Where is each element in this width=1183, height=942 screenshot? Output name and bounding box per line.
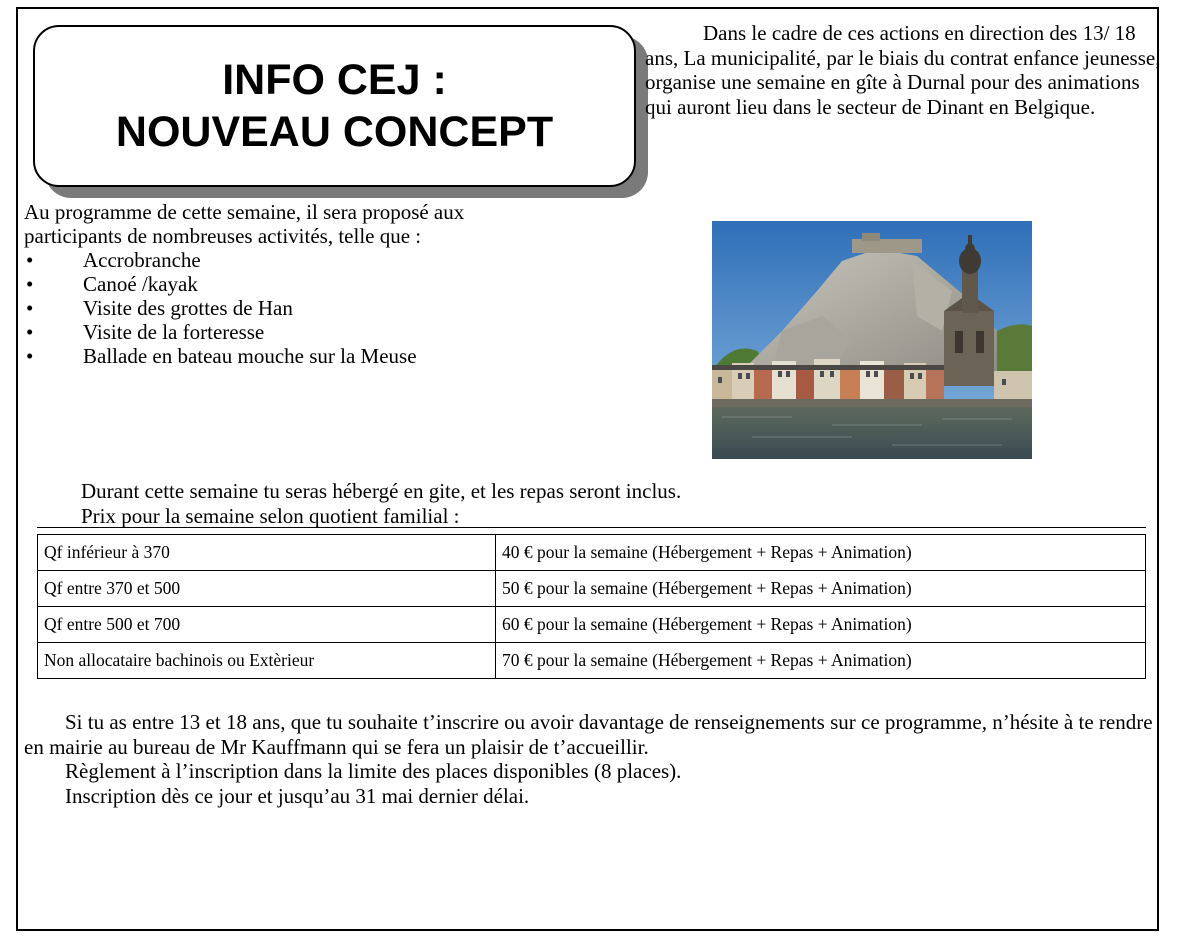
bullet-icon: •: [26, 272, 34, 296]
activity-label: Accrobranche: [83, 248, 201, 272]
bullet-icon: •: [26, 320, 34, 344]
title-box: [33, 25, 636, 187]
bullet-icon: •: [26, 344, 34, 368]
price-heading: Prix pour la semaine selon quotient familial :: [81, 504, 460, 528]
table-row: [38, 535, 1146, 571]
table-cell-price: 70 € pour la semaine (Hébergement + Repas + Animation): [496, 643, 1146, 679]
title-line-2: NOUVEAU CONCEPT: [115, 108, 554, 156]
title-line-1: INFO CEJ :: [222, 56, 447, 104]
table-cell-price: 40 € pour la semaine (Hébergement + Repas + Animation): [496, 535, 1146, 571]
bullet-icon: •: [26, 296, 34, 320]
table-cell-price: 60 € pour la semaine (Hébergement + Repas + Animation): [496, 607, 1146, 643]
list-item: [24, 320, 544, 344]
table-cell-qf: Non allocataire bachinois ou Extèrieur: [38, 643, 496, 679]
activity-label: Canoé /kayak: [83, 272, 198, 296]
list-item: [24, 248, 544, 272]
divider: [37, 527, 1146, 528]
table-cell-qf: Qf entre 370 et 500: [38, 571, 496, 607]
activity-list: [24, 248, 544, 368]
list-item: [24, 296, 544, 320]
table-row: [38, 607, 1146, 643]
closing-section: [24, 710, 1160, 808]
contact-paragraph: Si tu as entre 13 et 18 ans, que tu souhaite t’inscrire ou avoir davantage de renseignements sur ce programme, n’hésite à te rendre en mairie au bureau de Mr Kauffmann qui se fera un plaisir de t’accueillir.: [24, 710, 1153, 759]
program-lead: Au programme de cette semaine, il sera proposé aux participants de nombreuses activités, telle que :: [24, 200, 465, 248]
intro-text: Dans le cadre de ces actions en direction des 13/ 18 ans, La municipalité, par le biais du contrat enfance jeunesse, organise une semaine en gîte à Durnal pour des animations qui auront lieu dans le secteur de Dinant en Belgique.: [645, 21, 1161, 119]
payment-line: Règlement à l’inscription dans la limite des places disponibles (8 places).: [65, 759, 682, 783]
list-item: [24, 344, 544, 368]
lodging-text: Durant cette semaine tu seras hébergé en gite, et les repas seront inclus.: [81, 479, 682, 503]
deadline-line: Inscription dès ce jour et jusqu’au 31 mai dernier délai.: [65, 783, 530, 808]
table-row: [38, 571, 1146, 607]
list-item: [24, 272, 544, 296]
price-table: [37, 534, 1146, 679]
activity-label: Visite de la forteresse: [83, 320, 265, 344]
program-section: [24, 200, 544, 368]
table-cell-price: 50 € pour la semaine (Hébergement + Repas + Animation): [496, 571, 1146, 607]
table-cell-qf: Qf entre 500 et 700: [38, 607, 496, 643]
table-cell-qf: Qf inférieur à 370: [38, 535, 496, 571]
activity-label: Ballade en bateau mouche sur la Meuse: [83, 344, 417, 368]
bullet-icon: •: [26, 248, 34, 272]
dinant-photo: [712, 221, 1032, 459]
intro-paragraph: [645, 21, 1165, 119]
activity-label: Visite des grottes de Han: [83, 296, 293, 320]
table-row: [38, 643, 1146, 679]
